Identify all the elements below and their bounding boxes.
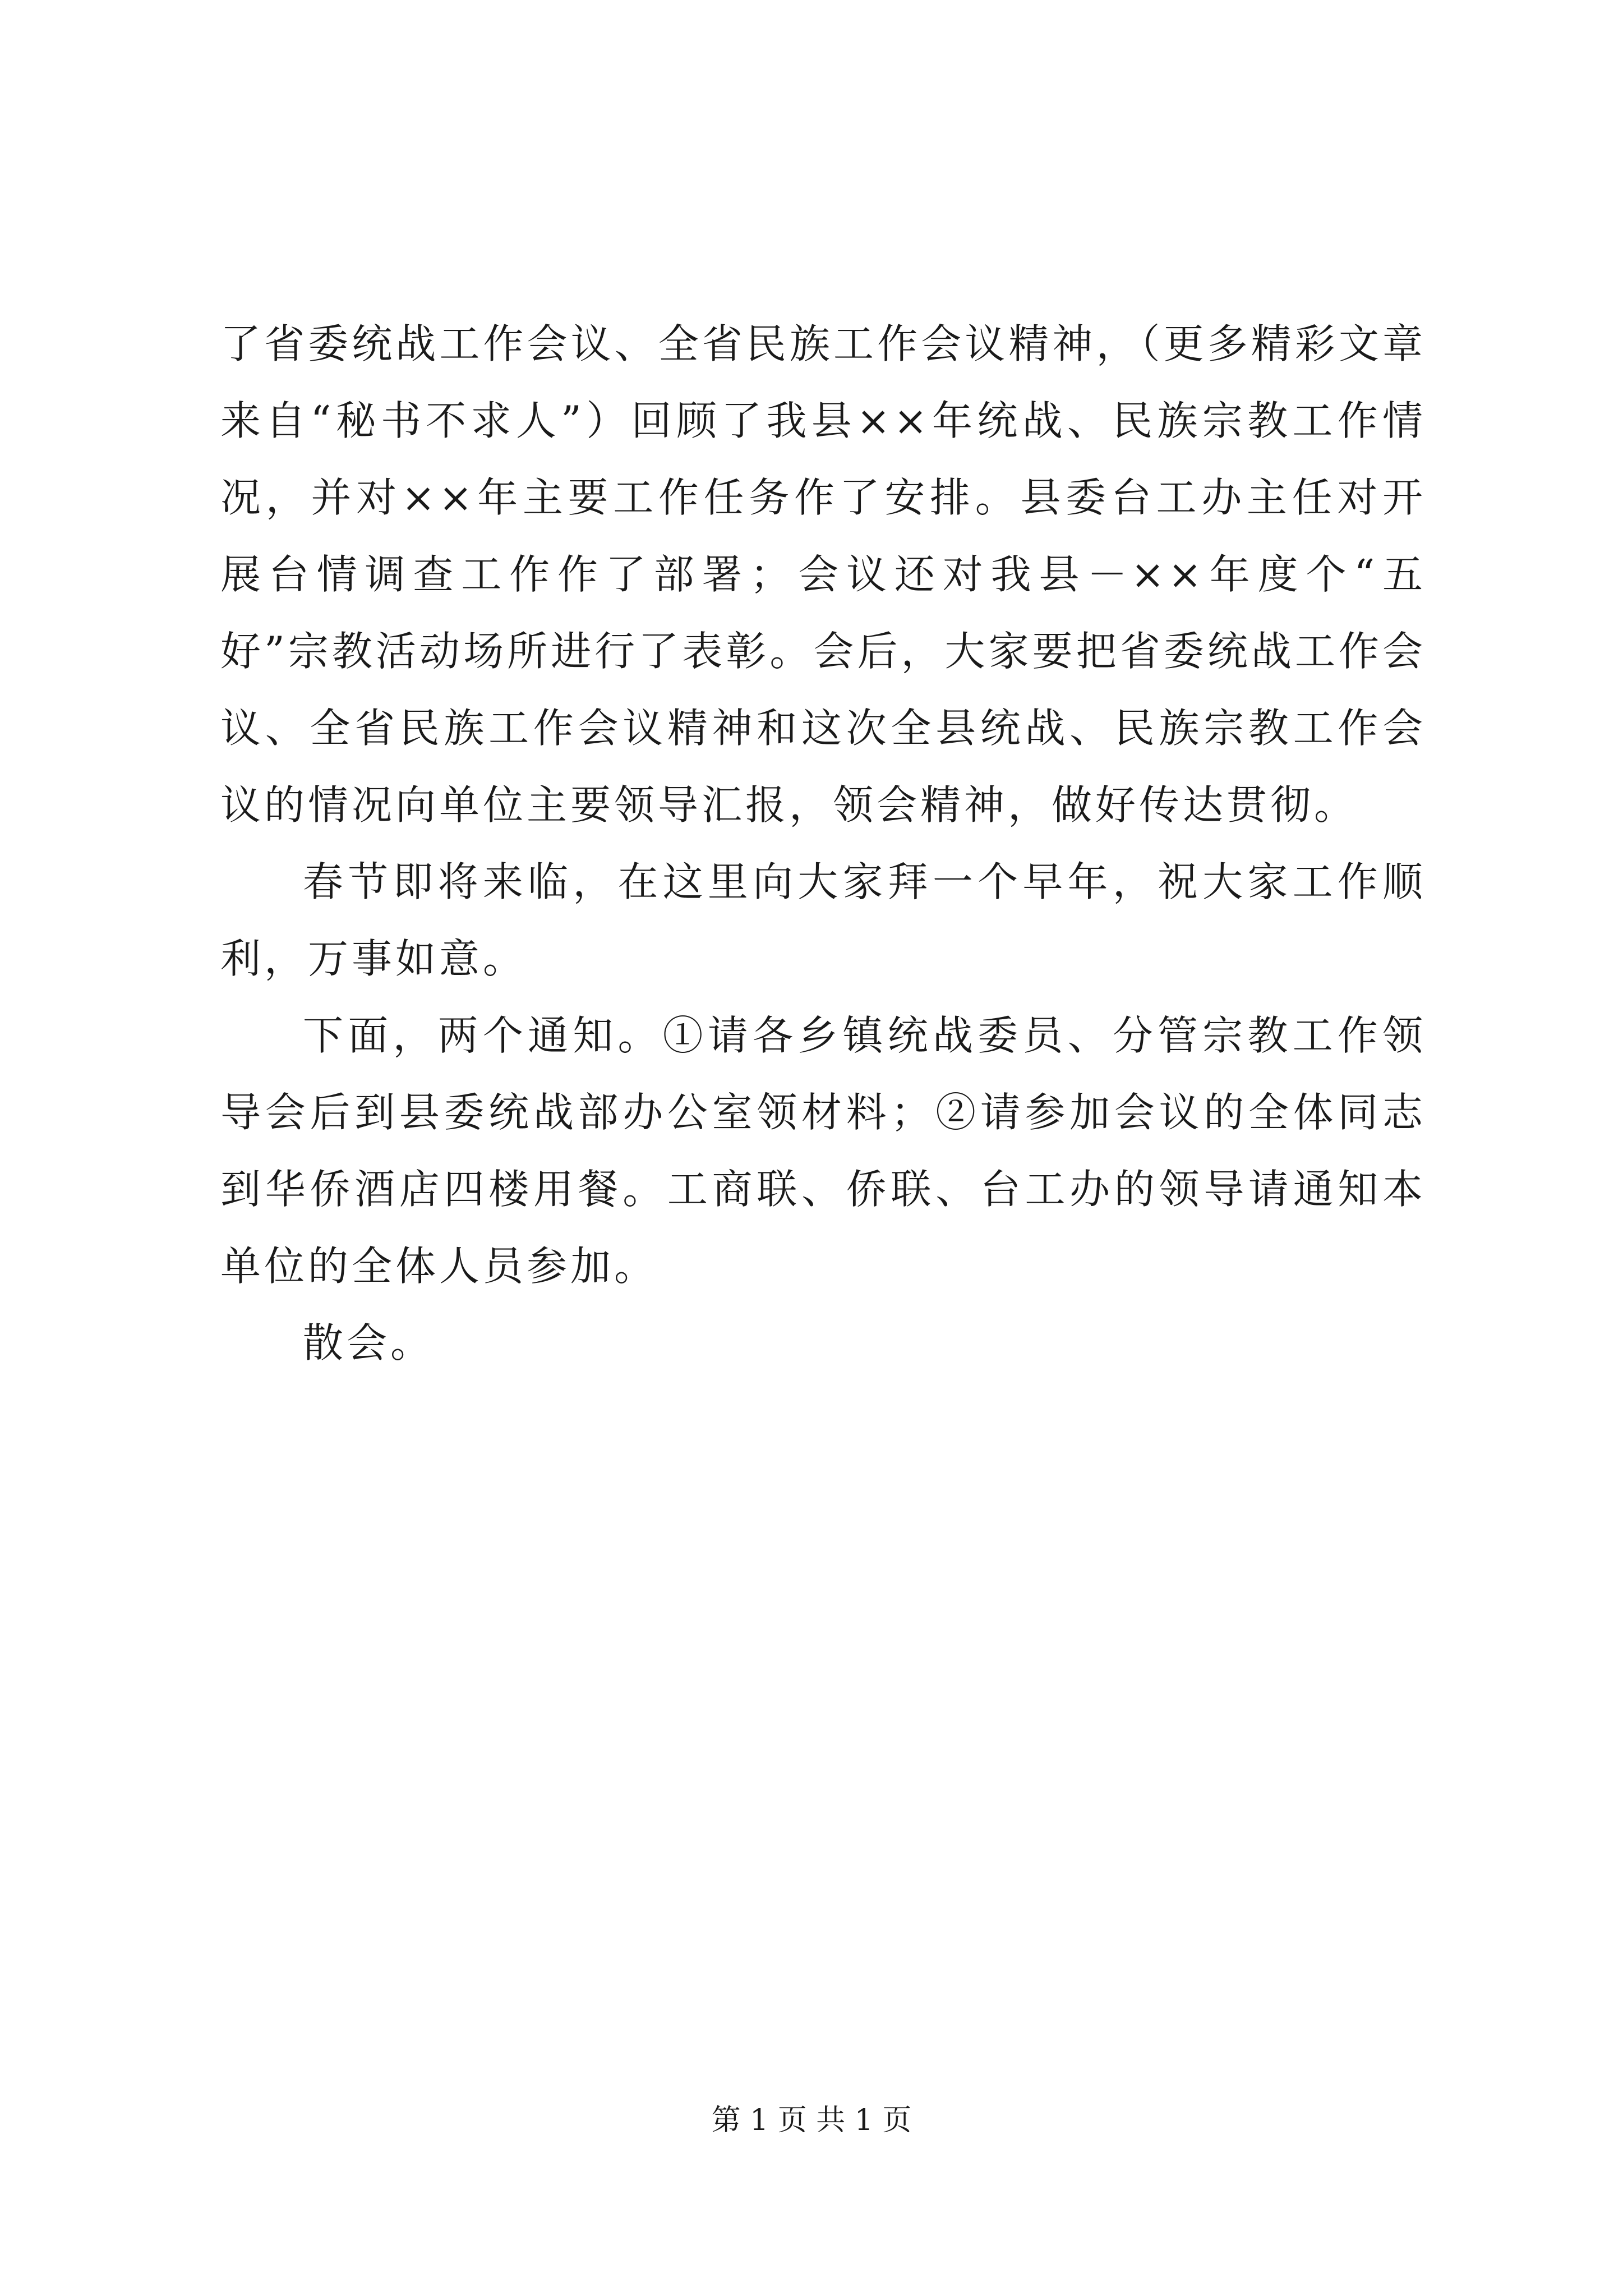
- paragraph-meeting-summary: 了省委统战工作会议、全省民族工作会议精神，（更多精彩文章来自“秘书不求人”）回顾了我县××年统战、民族宗教工作情况，并对××年主要工作任务作了安排。县委台工办主任对开展台情调查工作作了部署；会议还对我县－××年度个“五好”宗教活动场所进行了表彰。会后，大家要把省委统战工作会议、全省民族工作会议精神和这次全县统战、民族宗教工作会议的情况向单位主要领导汇报，领会精神，做好传达贯彻。: [220, 320, 1426, 829]
- paragraph-notices: 下面，两个通知。①请各乡镇统战委员、分管宗教工作领导会后到县委统战部办公室领材料；②请参加会议的全体同志到华侨酒店四楼用餐。工商联、侨联、台工办的领导请通知本单位的全体人员参加。: [220, 1012, 1426, 1290]
- document-body: [220, 306, 1426, 1382]
- paragraph-adjourn: 散会。: [303, 1319, 435, 1366]
- paragraph-new-year-greeting: 春节即将来临，在这里向大家拜一个早年，祝大家工作顺利，万事如意。: [220, 858, 1426, 982]
- page-number-footer: 第 1 页 共 1 页: [711, 2104, 912, 2137]
